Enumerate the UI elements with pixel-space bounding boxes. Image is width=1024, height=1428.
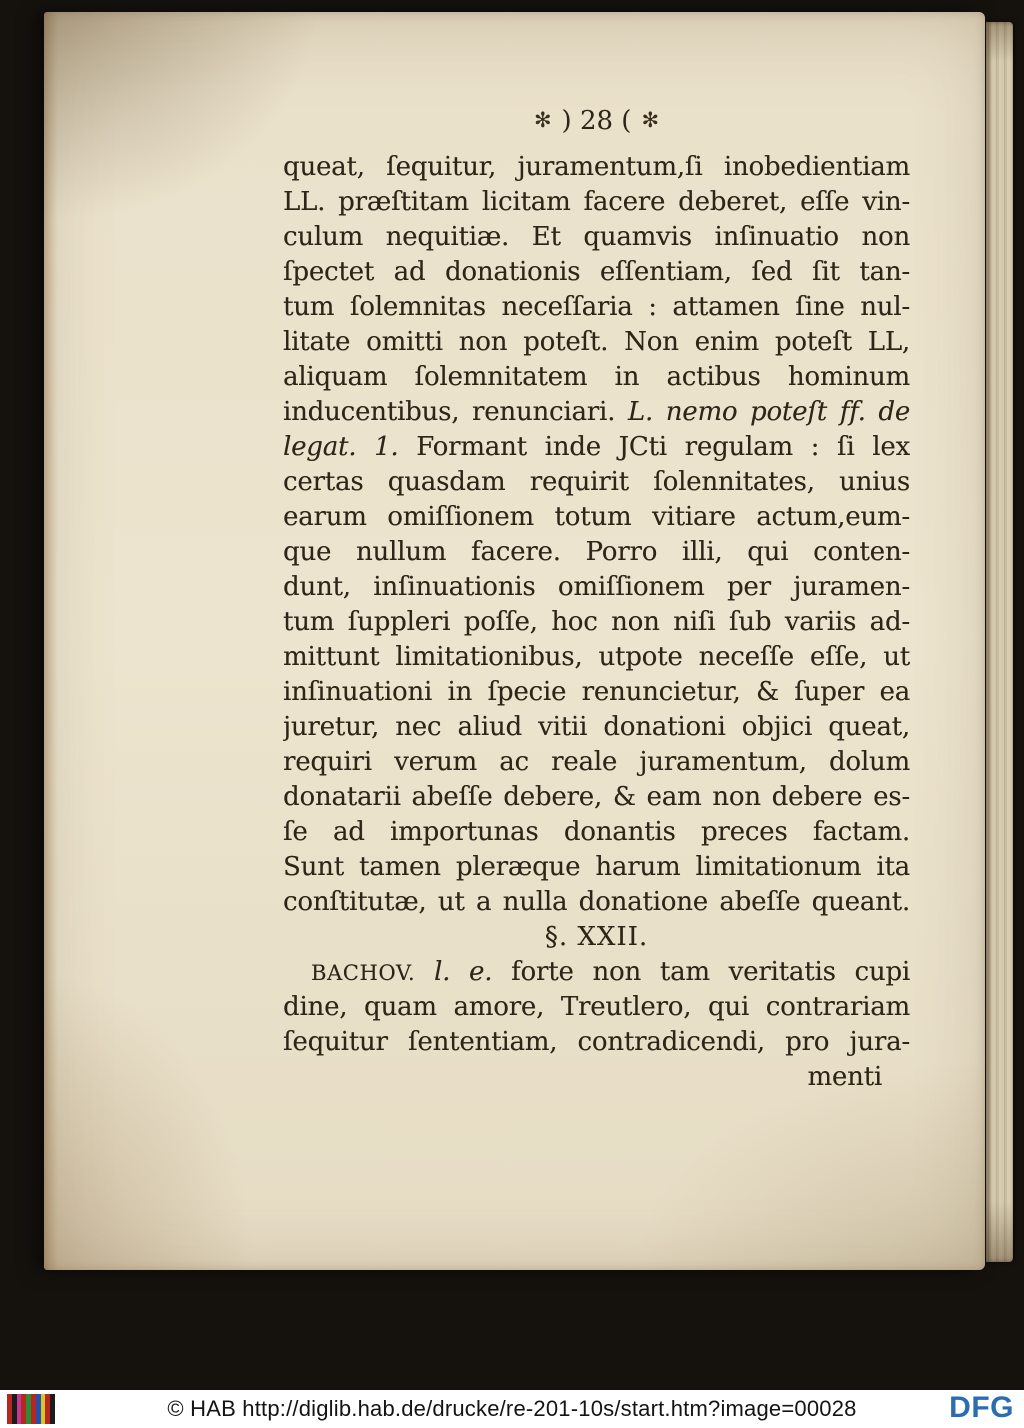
book-fore-edge-pages — [986, 22, 1013, 1262]
page-header — [283, 106, 910, 136]
text-line: litate omitti non poteſt. Non enim poteſt LL, — [283, 327, 910, 357]
text-line: inſinuationi in ſpecie renuncietur, & ſuper ea — [283, 677, 910, 707]
attribution-text: © HAB http://diglib.hab.de/drucke/re-201-10s/start.htm?image=00028 — [167, 1396, 857, 1421]
text-line: requiri verum ac reale juramentum, dolum — [283, 747, 910, 777]
text-line: dunt, inſinuationis omiſſionem per juramen- — [283, 572, 910, 602]
text-line: LL. præſtitam licitam facere deberet, eſſe vin- — [283, 187, 910, 217]
page-number: ) 28 ( — [561, 106, 632, 136]
dfg-logo: DFG — [949, 1391, 1014, 1424]
text-line: tum ſuppleri poſſe, hoc non niſi ſub variis ad- — [283, 607, 910, 637]
text-line: certas quasdam requirit ſolennitates, unius — [283, 467, 910, 497]
paragraph — [283, 955, 910, 1060]
text-line: earum omiſſionem totum vitiare actum,eum- — [283, 502, 910, 532]
text-line: ſe ad importunas donantis preces factam. — [283, 817, 910, 847]
text-line: conſtitutæ, ut a nulla donatione abeſſe queant. — [283, 887, 910, 917]
text-line: queat, ſequitur, juramentum,ſi inobedientiam — [283, 152, 910, 182]
viewer-footer-bar — [0, 1390, 1024, 1428]
text-line: dine, quam amore, Treutlero, qui contrariam — [283, 992, 910, 1022]
printer-ornament-icon: ✻ — [641, 108, 660, 132]
text-line: ſpectet ad donationis eſſentiam, ſed ſit tan- — [283, 257, 910, 287]
text-line: inducentibus, renunciari. L. nemo poteſt ff. de — [283, 397, 910, 427]
text-line: legat. 1. Formant inde JCti regulam : ſi lex — [283, 432, 910, 462]
printer-ornament-icon: ✻ — [533, 108, 552, 132]
text-line: culum nequitiæ. Et quamvis inſinuatio non — [283, 222, 910, 252]
text-line: donatarii abeſſe debere, & eam non debere es- — [283, 782, 910, 812]
text-line: juretur, nec aliud vitii donationi objici queat, — [283, 712, 910, 742]
book-page-scan — [44, 12, 985, 1270]
text-line: ſequitur ſententiam, contradicendi, pro jura- — [283, 1027, 910, 1057]
text-line: que nullum facere. Porro illi, qui conten- — [283, 537, 910, 567]
catchword: menti — [807, 1062, 882, 1092]
section-heading: §. XXII. — [544, 922, 649, 952]
page-text-block — [283, 150, 910, 1095]
text-line: tum ſolemnitas neceſſaria : attamen ſine nul- — [283, 292, 910, 322]
text-line: aliquam ſolemnitatem in actibus hominum — [283, 362, 910, 392]
text-line: Sunt tamen pleræque harum limitationum ita — [283, 852, 910, 882]
text-line: mittunt limitationibus, utpote neceſſe eſſe, ut — [283, 642, 910, 672]
text-line: BACHOV. l. e. forte non tam veritatis cupi — [311, 957, 910, 987]
paragraph — [283, 150, 910, 920]
